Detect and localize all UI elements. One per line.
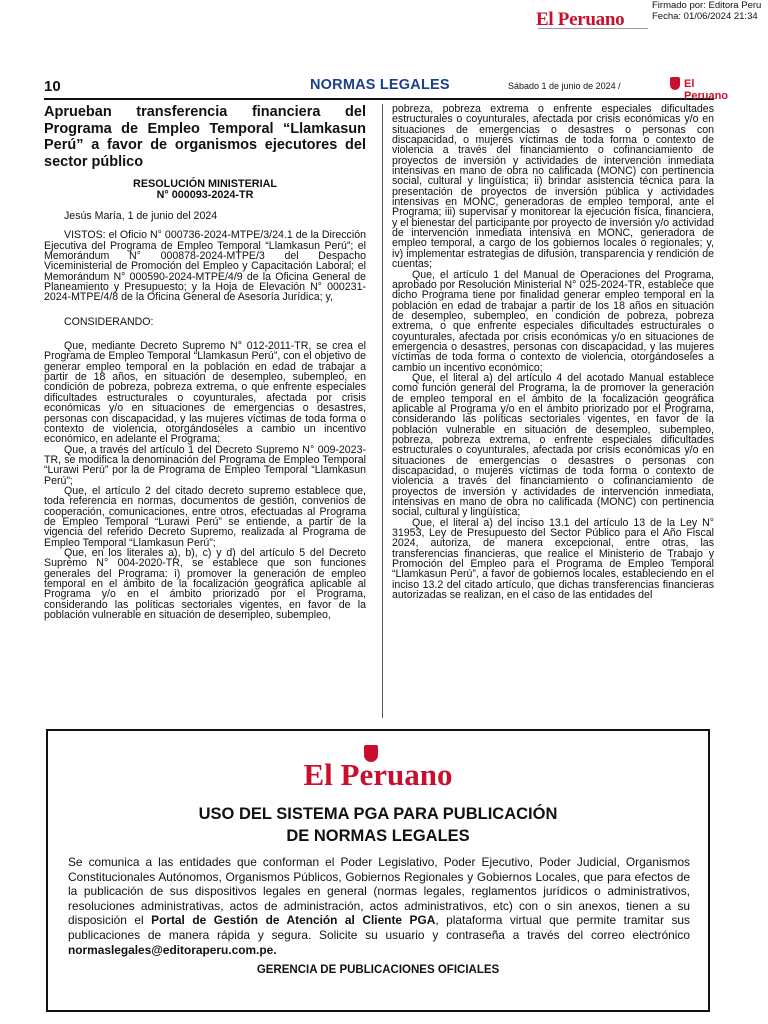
page-header (44, 76, 729, 102)
notice-footer: GERENCIA DE PUBLICACIONES OFICIALES (256, 964, 500, 976)
right-paragraph: Que, el artículo 1 del Manual de Operaciones del Programa, aprobado por Resolución Ministerial N° 025-2024-TR, establece que dicho Programa tiene por finalidad generar empleo temporal en la población en edad de trabajar a partir de los 18 años en situación de desempleo, subempleo, en condición de pobreza, pobreza extrema, o que enfrente especiales dificultades estructurales o coyunturales, afectada por crisis económicas y/o en situaciones de emergencia o desastres, personas con discapacidad, y las mujeres víctimas de toda forma o contexto de violencia, otorgándoseles a cambio un incentivo económico; (392, 268, 714, 374)
place-date: Jesús María, 1 de junio del 2024 (64, 210, 218, 222)
header-date: Sábado 1 de junio de 2024 / (508, 81, 621, 91)
header-logo: El Peruano (684, 78, 729, 102)
considerando-heading: CONSIDERANDO: (64, 315, 154, 328)
pga-notice-box (46, 729, 710, 1012)
right-paragraph: Que, el literal a) del artículo 4 del acotado Manual establece como función general del Programa, la de promover la generación de empleo temporal en el ámbito de la focalización geográfica aplicable al Programa y/o en el ámbito priorizado por el Programa, considerando las políticas sectoriales vigentes, en favor de la población vulnerable en situación de desempleo, subempleo, pobreza, pobreza extrema, o enfrente especiales dificultades estructurales o coyunturales, afectada por crisis económicas y/o en situaciones de emergencias o desastres o personas con discapacidad, o mujeres víctimas de toda forma o contexto de violencia a través del financiamiento o cofinanciamiento de proyectos de inversión y actividades de intervención inmediata, intensivas en mano de obra no calificada (MONC) con pertinencia social, cultural y lingüística; (392, 371, 714, 519)
page-number: 10 (44, 78, 61, 95)
notice-body (68, 855, 690, 957)
article-title: Aprueban transferencia financiera del Programa de Empleo Temporal “Llamkasun Perú” a favor de organismos ejecutores del sector público (44, 104, 366, 170)
resolution-heading (44, 179, 366, 201)
left-paragraph: Que, a través del artículo 1 del Decreto Supremo N° 009-2023-TR, se modifica la denominación del Programa de Empleo Temporal “Lurawi Perú” por la de Programa de Empleo Temporal “Llamkasun Perú”; (44, 443, 366, 487)
notice-body-text: Se comunica a las entidades que conforman el Poder Legislativo, Poder Ejecutivo, Poder Judicial, Organismos Constitucionales Autónomos, Organismos Públicos, Gobiernos Regionales y Gobiernos Locales, que para efectos de la publicación de sus dispositivos legales en general (normas legales, reglamentos jurídicos o administrativos, resoluciones administrativas, actos de administración, actos administrativos, etc) con o sin anexos, tienen a su disposición el (68, 855, 690, 928)
notice-body-text: , plataforma virtual que permite tramitar sus publicaciones de manera rápida y segura. Solicite su usuario y contraseña a través del correo electrónico (68, 913, 690, 942)
signature-logo-underline (538, 28, 648, 32)
left-paragraph: Que, en los literales a), b), c) y d) del artículo 5 del Decreto Supremo N° 004-2020-TR, se establece que son funciones generales del Programa: i) promover la generación de empleo temporal en el ámbito de la focalización geográfica aplicable al Programa y/o en el ámbito priorizado por el Programa, considerando las políticas sectoriales vigentes, en favor de la población vulnerable en situación de desempleo, subempleo, (44, 546, 366, 622)
contact-email: normaslegales@editoraperu.com.pe. (68, 942, 277, 957)
left-column (44, 104, 366, 620)
right-column (392, 104, 714, 601)
signature-text: Firmado por: Editora Peru Fecha: 01/06/2024 21:34 (652, 0, 762, 22)
right-paragraph: pobreza, pobreza extrema o enfrente especiales dificultades estructurales o coyunturales, afectada por crisis económicas y/o en situaciones de emergencias o desastres o personas con discapacidad, o mujeres víctimas de toda forma o contexto de violencia a través del financiamiento o cofinanciamiento de proyectos de inversión y actividades de intervención inmediata intensivas en mano de obra no calificada (MONC) con pertinencia social, cultural y lingüística; ii) brindar asistencia técnica para la presentación de proyectos de inversión pública y actividades intensivas en MONC, generadoras de empleo temporal, ante el Programa; iii) supervisar y monitorear la ejecución física, financiera, y el bienestar del participante por proyecto de inversión y/o actividad de intervención inmediata intensiva en MONC, generadora de empleo temporal, a cargo de los gobiernos locales o regionales; y, iv) implementar estrategias de difusión, transparencia y rendición de cuentas; (392, 103, 714, 271)
notice-logo: El Peruano (303, 757, 453, 792)
column-divider (382, 104, 383, 718)
vistos-paragraph: VISTOS: el Oficio N° 000736-2024-MTPE/3/24.1 de la Dirección Ejecutiva del Programa de Empleo Temporal “Llamkasun Perú”; el Memorándum N° 000878-2024-MTPE/3 del Despacho Viceministerial de Promoción del Empleo y Capacitación Laboral; el Memorándum N° 000590-2024-MTPE/4/9 de la Oficina General de Planeamiento y Presupuesto; y la Hoja de Elevación N° 000231-2024-MTPE/4/8 de la Oficina General de Asesoría Jurídica; y, (44, 229, 366, 304)
left-paragraph: Que, mediante Decreto Supremo N° 012-2011-TR, se crea el Programa de Empleo Temporal “Llamkasun Perú”, con el objetivo de generar empleo temporal en la población en edad de trabajar a partir de 18 años, en situación de desempleo, subempleo, en condición de pobreza, pobreza extrema, o que enfrente especiales dificultades estructurales o coyunturales, afectada por crisis económicas y/o en situaciones de emergencias o desastres, personas con discapacidad, y las mujeres víctimas de toda forma o contexto de violencia, otorgándoseles a cambio un incentivo económico, en adelante el Programa; (44, 340, 366, 446)
pga-portal-name: Portal de Gestión de Atención al Cliente PGA (151, 913, 436, 928)
resolution-type: RESOLUCIÓN MINISTERIAL (133, 178, 277, 190)
left-paragraph: Que, el artículo 2 del citado decreto supremo establece que, toda referencia en normas, documentos de gestión, convenios de cooperación, comunicaciones, entre otros, efectuadas al Programa de Empleo Temporal “Lurawi Perú” se entiende, a partir de la vigencia del referido Decreto Supremo, realizada al Programa de Empleo Temporal “Llamkasun Perú”; (44, 484, 366, 549)
right-paragraph: Que, el literal a) del inciso 13.1 del artículo 13 de la Ley N° 31953, Ley de Presupuesto del Sector Público para el Año Fiscal 2024, autoriza, de manera excepcional, entre otras, las transferencias financieras, que realice el Ministerio de Trabajo y Promoción del Empleo para el Programa de Empleo Temporal “Llamkasun Perú”, a favor de gobiernos locales, estableciendo en el inciso 13.2 del citado artículo, que dichas transferencias financieras autorizadas se realizan, en el caso de las entidades del (392, 516, 714, 602)
resolution-number: N° 000093-2024-TR (156, 189, 254, 201)
signature-logo: El Peruano (536, 9, 625, 30)
section-title: NORMAS LEGALES (310, 77, 450, 93)
notice-title-line: USO DEL SISTEMA PGA PARA PUBLICACIÓN (198, 805, 558, 823)
notice-title (48, 803, 708, 847)
coat-of-arms-icon (670, 77, 680, 90)
notice-title-line: DE NORMAS LEGALES (286, 827, 470, 845)
